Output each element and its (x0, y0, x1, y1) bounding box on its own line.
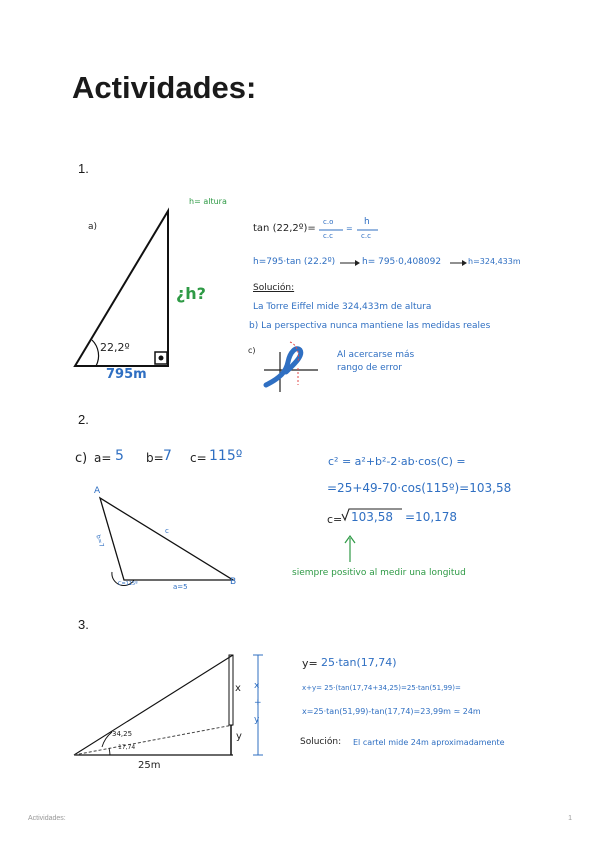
s3-angle-1: 34,25 (112, 730, 133, 738)
s2-law-line-3-root: 103,58 (351, 510, 393, 524)
s3-eq2: x+y= 25·(tan(17,74+34,25)=25·tan(51,99)= (302, 684, 461, 692)
s2-law-line-3-result: =10,178 (405, 510, 458, 524)
s2-law-line-1: c² = a²+b²-2·ab·cos(C) = (328, 455, 466, 468)
s1-c-note-2: rango de error (337, 363, 402, 373)
s2-vertex-B: B (230, 577, 237, 587)
s2-law-line-2: =25+49-70·cos(115º)=103,58 (327, 481, 512, 495)
page-footer (28, 815, 572, 822)
s2-side-a: a=5 (173, 583, 188, 591)
s1-angle-label: 22,2º (100, 341, 130, 354)
s1-c-note-1: Al acercarse más (337, 350, 415, 360)
s2-c-value: 115º (209, 448, 243, 464)
s2-a-label: a= (94, 451, 112, 465)
s2-angle-C: C=115º (118, 581, 138, 587)
s1-base-label: 795m (106, 367, 147, 382)
s2-part-c: c) (75, 451, 88, 466)
s3-eq3: x=25·tan(51,99)-tan(17,74)=23,99m ≃ 24m (302, 707, 481, 716)
s3-y-label: y (236, 731, 242, 742)
s3-solution-label: Solución: (300, 737, 342, 747)
s2-note: siempre positivo al medir una longitud (292, 568, 466, 578)
s1-eq1-frac1-num: c.o (323, 218, 334, 226)
s3-xy-y: y (254, 715, 260, 725)
s3-xy-plus: + (254, 698, 262, 708)
s2-side-c: c (165, 527, 169, 535)
s1-solution-text: La Torre Eiffel mide 324,433m de altura (253, 302, 432, 312)
s3-eq1-left: y= (302, 657, 318, 670)
s2-c-label: c= (190, 451, 207, 465)
s3-x-label: x (235, 683, 241, 694)
s3-billboard (229, 655, 233, 725)
s1-eq1-left: tan (22,2º)= (253, 223, 316, 234)
s2-law-line-3-c: c= (327, 513, 343, 526)
page-title: Actividades: (72, 70, 257, 105)
s2-b-label: b= (146, 451, 164, 465)
s2-b-value: 7 (163, 448, 172, 464)
section-2-number: 2. (78, 412, 89, 427)
s1-part-c-label: c) (248, 346, 256, 355)
s1-solution-label: Solución: (253, 283, 295, 293)
s1-h-label: h= altura (189, 197, 227, 206)
s1-eq2-c: h=324,433m (468, 257, 521, 266)
footer-page-number: 1 (568, 815, 572, 822)
footer-title: Actividades: (28, 815, 66, 822)
s1-eq1-frac1-den: c.c (323, 232, 333, 240)
s1-eq1-frac2-num: h (364, 217, 370, 227)
s3-base-label: 25m (138, 760, 161, 771)
s1-part-b-text: b) La perspectiva nunca mantiene las medidas reales (249, 321, 491, 331)
s2-side-b: b=7 (94, 534, 105, 549)
s2-a-value: 5 (115, 448, 124, 464)
section-3-number: 3. (78, 617, 89, 632)
section-1-number: 1. (78, 161, 89, 176)
s1-eq1-frac2-den: c.c (361, 232, 371, 240)
s3-eq1-right: 25·tan(17,74) (321, 656, 397, 669)
s2-vertex-A: A (94, 486, 101, 496)
s1-eq2-a: h=795·tan (22.2º) (253, 257, 336, 267)
s1-h-question: ¿h? (176, 284, 206, 303)
s3-solution-text: El cartel mide 24m aproximadamente (353, 738, 505, 747)
s3-angle-2: 17,74 (118, 744, 136, 751)
s1-part-a: a) (88, 222, 98, 232)
s1-eq2-b: h= 795·0,408092 (362, 257, 442, 267)
s3-xy-x: x (254, 681, 260, 691)
